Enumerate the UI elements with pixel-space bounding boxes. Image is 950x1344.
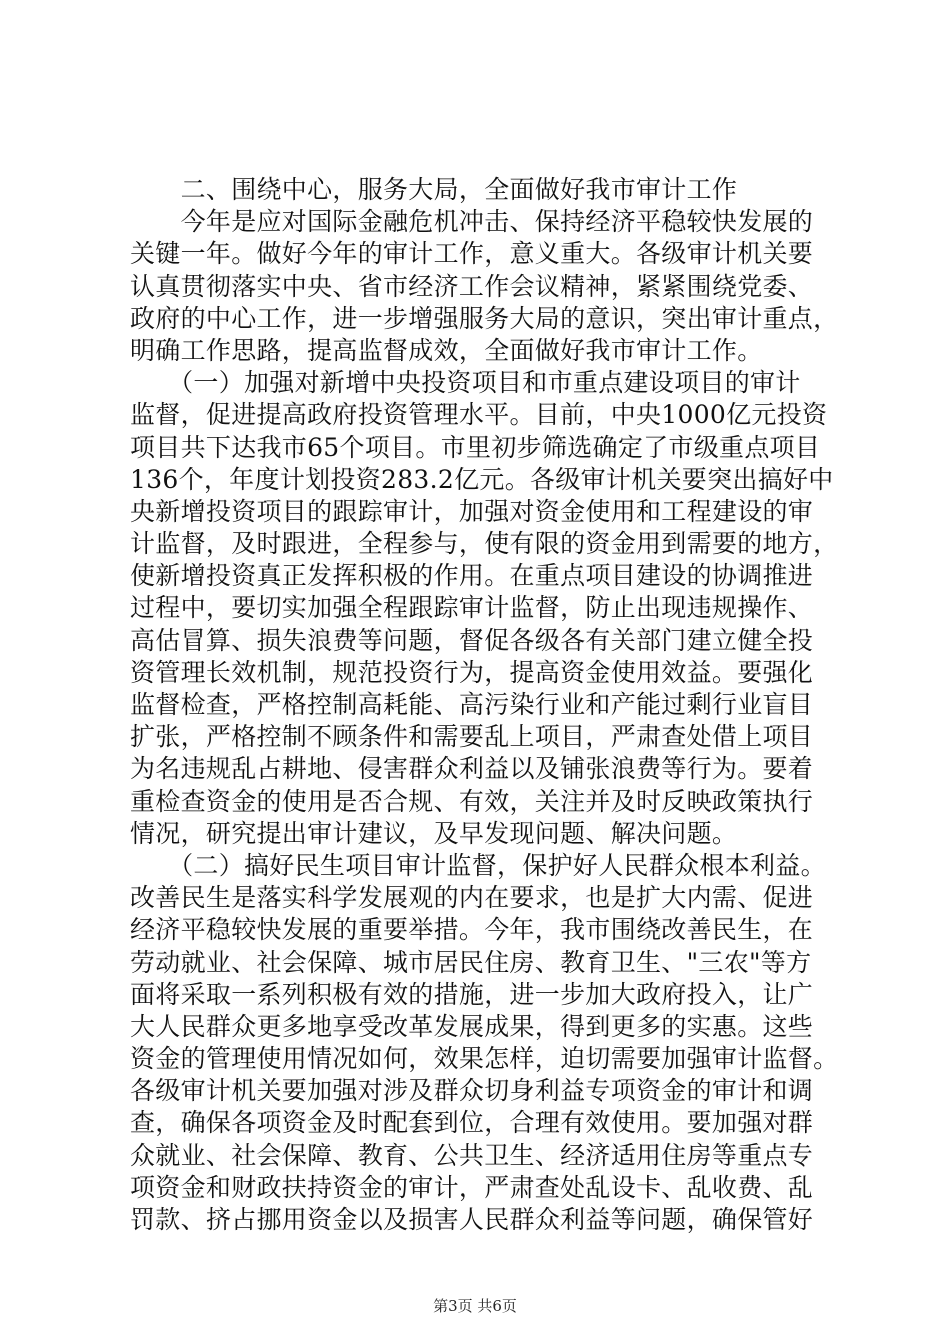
text-line: 资金的管理使用情况如何，效果怎样，迫切需要加强审计监督。 <box>130 1044 839 1074</box>
text-line: 监督检查，严格控制高耗能、高污染行业和产能过剩行业盲目 <box>130 690 814 719</box>
text-line: 改善民生是落实科学发展观的内在要求，也是扩大内需、促进 <box>130 883 814 913</box>
text-line: 各级审计机关要加强对涉及群众切身利益专项资金的审计和调 <box>130 1076 814 1106</box>
text-line: 项资金和财政扶持资金的审计，严肃查处乱设卡、乱收费、乱 <box>130 1172 814 1202</box>
text-line: 认真贯彻落实中央、省市经济工作会议精神，紧紧围绕党委、 <box>130 271 814 301</box>
text-line: 今年是应对国际金融危机冲击、保持经济平稳较快发展的 <box>130 207 814 237</box>
text-line: 二、围绕中心，服务大局，全面做好我市审计工作 <box>130 175 738 204</box>
text-line: 136个，年度计划投资283.2亿元。各级审计机关要突出搞好中 <box>130 464 834 494</box>
text-line: 资管理长效机制，规范投资行为，提高资金使用效益。要强化 <box>130 657 814 687</box>
text-line: 罚款、挤占挪用资金以及损害人民群众利益等问题，确保管好 <box>130 1205 814 1234</box>
text-line: （一）加强对新增中央投资项目和市重点建设项目的审计 <box>130 368 801 398</box>
text-line: 情况，研究提出审计建议，及早发现问题、解决问题。 <box>130 818 738 848</box>
text-line: 高估冒算、损失浪费等问题，督促各级各有关部门建立健全投 <box>130 625 814 655</box>
document-body <box>130 174 839 1236</box>
text-line: 劳动就业、社会保障、城市居民住房、教育卫生、"三农"等方 <box>130 947 812 977</box>
text-line: 查，确保各项资金及时配套到位，合理有效使用。要加强对群 <box>130 1108 814 1138</box>
text-line: 重检查资金的使用是否合规、有效，关注并及时反映政策执行 <box>130 786 814 816</box>
text-line: 大人民群众更多地享受改革发展成果，得到更多的实惠。这些 <box>130 1011 814 1041</box>
text-line: 项目共下达我市65个项目。市里初步筛选确定了市级重点项目 <box>130 432 821 462</box>
page-number-footer: 第3页 共6页 <box>433 1297 517 1315</box>
text-line: 面将采取一系列积极有效的措施，进一步加大政府投入，让广 <box>130 979 814 1009</box>
text-line: （二）搞好民生项目审计监督，保护好人民群众根本利益。 <box>130 850 826 880</box>
text-line: 众就业、社会保障、教育、公共卫生、经济适用住房等重点专 <box>130 1140 814 1170</box>
text-line: 扩张，严格控制不顾条件和需要乱上项目，严肃查处借上项目 <box>130 722 814 752</box>
text-line: 央新增投资项目的跟踪审计，加强对资金使用和工程建设的审 <box>130 496 814 526</box>
text-line: 关键一年。做好今年的审计工作，意义重大。各级审计机关要 <box>130 239 814 269</box>
text-line: 经济平稳较快发展的重要举措。今年，我市围绕改善民生，在 <box>130 915 814 945</box>
text-line: 政府的中心工作，进一步增强服务大局的意识，突出审计重点， <box>130 303 839 333</box>
text-line: 计监督，及时跟进，全程参与，使有限的资金用到需要的地方， <box>130 529 839 559</box>
text-line: 过程中，要切实加强全程跟踪审计监督，防止出现违规操作、 <box>130 593 814 623</box>
text-line: 使新增投资真正发挥积极的作用。在重点项目建设的协调推进 <box>130 561 814 591</box>
text-line: 明确工作思路，提高监督成效，全面做好我市审计工作。 <box>130 335 763 365</box>
text-line: 监督，促进提高政府投资管理水平。目前，中央1000亿元投资 <box>130 400 828 430</box>
text-line: 为名违规乱占耕地、侵害群众利益以及铺张浪费等行为。要着 <box>130 754 814 784</box>
